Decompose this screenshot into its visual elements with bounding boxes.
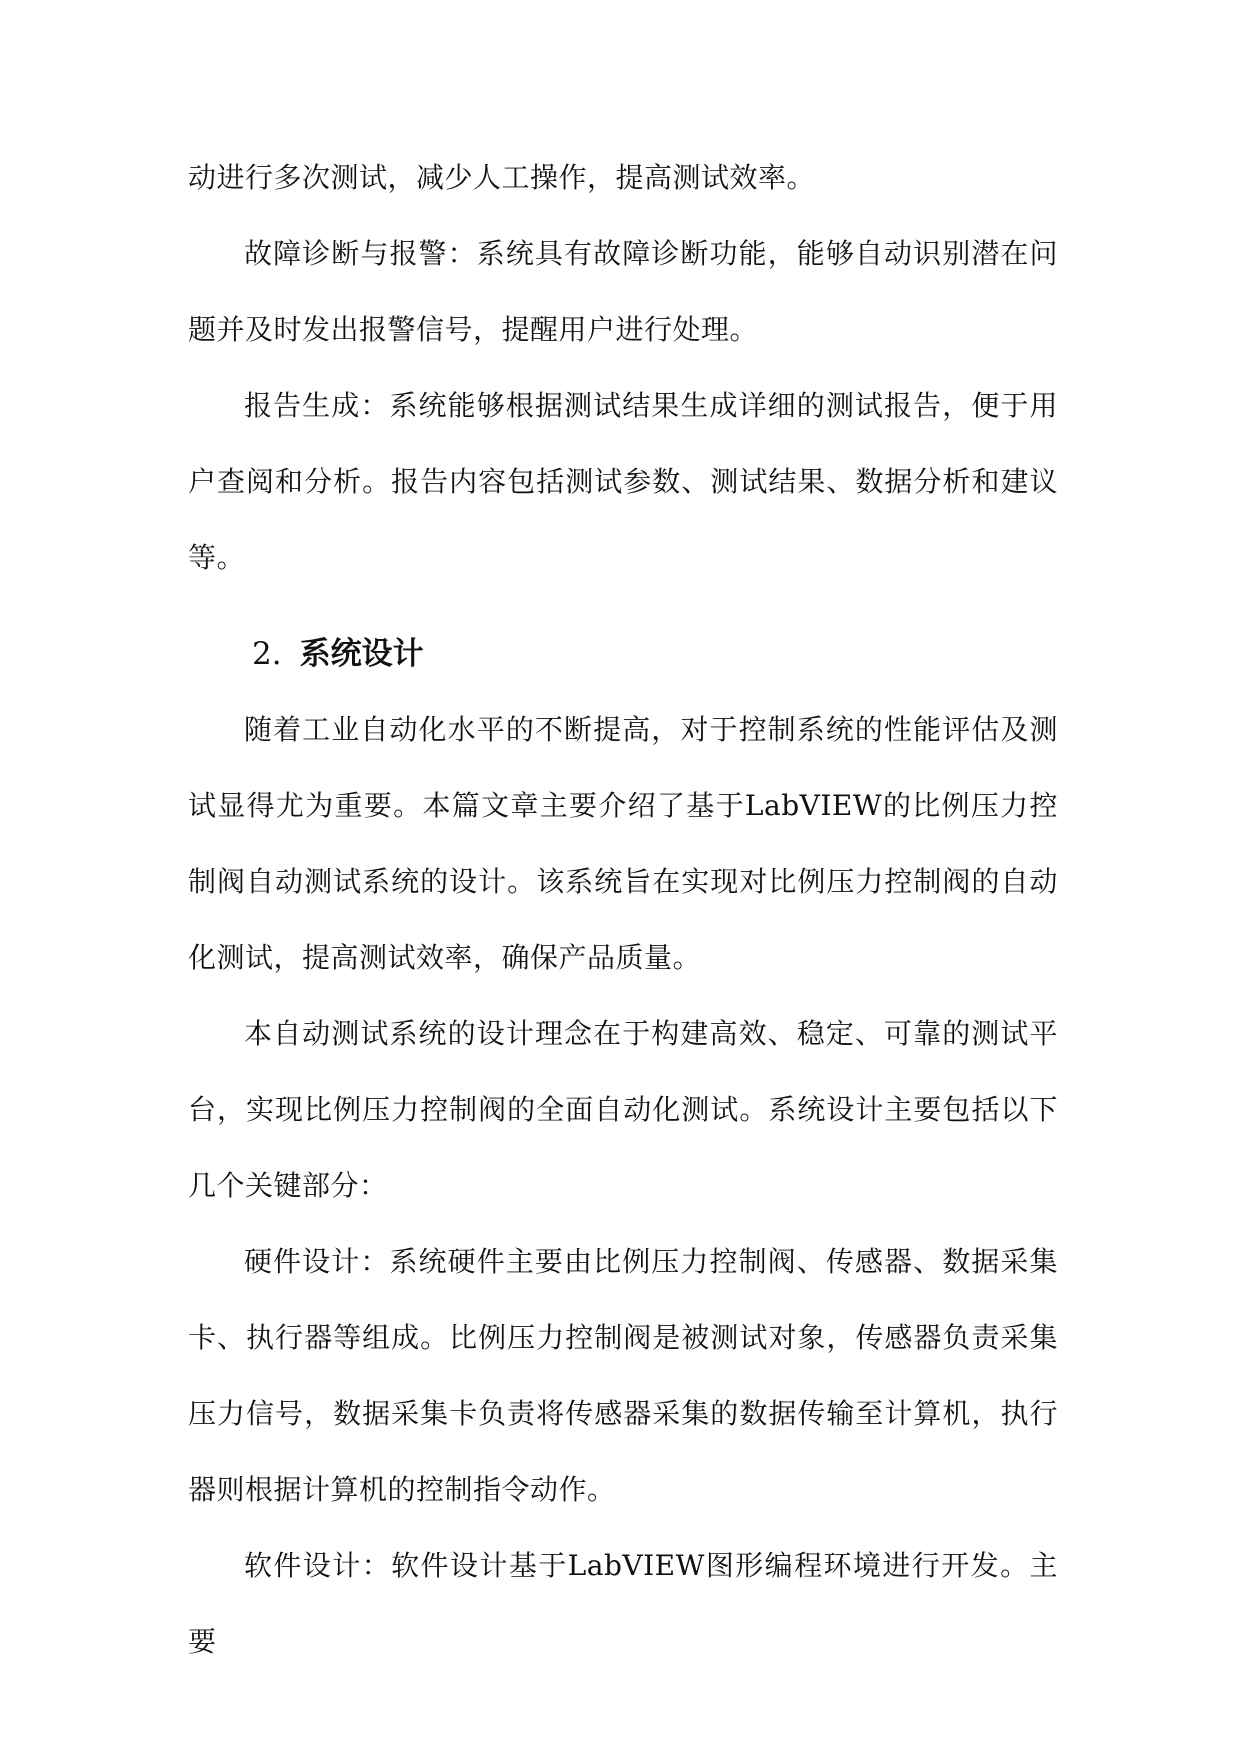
document-body: [188, 140, 1058, 1680]
paragraph-report-generation: 报告生成：系统能够根据测试结果生成详细的测试报告，便于用户查阅和分析。报告内容包括测试参数、测试结果、数据分析和建议等。: [188, 389, 1058, 574]
section-title: 系统设计: [299, 636, 424, 672]
paragraph-continuation: 动进行多次测试，减少人工操作，提高测试效率。: [188, 161, 816, 194]
section-heading: [188, 624, 1058, 684]
paragraph-hardware-design: 硬件设计：系统硬件主要由比例压力控制阀、传感器、数据采集卡、执行器等组成。比例压力控制阀是被测试对象，传感器负责采集压力信号，数据采集卡负责将传感器采集的数据传输至计算机，执行器则根据计算机的控制指令动作。: [188, 1245, 1058, 1506]
paragraph-design-concept: 本自动测试系统的设计理念在于构建高效、稳定、可靠的测试平台，实现比例压力控制阀的全面自动化测试。系统设计主要包括以下几个关键部分：: [188, 1017, 1058, 1202]
paragraph-fault-diagnosis: 故障诊断与报警：系统具有故障诊断功能，能够自动识别潜在问题并及时发出报警信号，提醒用户进行处理。: [188, 237, 1058, 346]
paragraph-intro: 随着工业自动化水平的不断提高，对于控制系统的性能评估及测试显得尤为重要。本篇文章主要介绍了基于LabVIEW的比例压力控制阀自动测试系统的设计。该系统旨在实现对比例压力控制阀的自动化测试，提高测试效率，确保产品质量。: [188, 713, 1058, 974]
section-number: 2.: [252, 636, 282, 672]
paragraph-software-design: 软件设计：软件设计基于LabVIEW图形编程环境进行开发。主要: [188, 1549, 1058, 1658]
